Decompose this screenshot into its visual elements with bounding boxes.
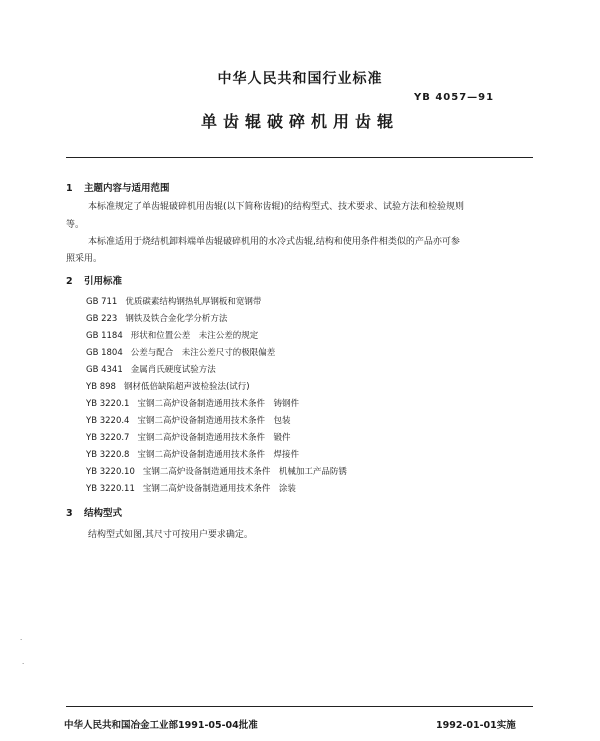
reference-title: 宝钢二高炉设备制造通用技术条件 机械加工产品防锈 xyxy=(142,467,347,477)
section-3-heading xyxy=(66,505,122,519)
section-3-number: 3 xyxy=(66,508,73,519)
scan-speck: · xyxy=(22,660,25,668)
section-1-number: 1 xyxy=(66,183,73,194)
reference-code: GB 1804 xyxy=(86,348,123,358)
section-3-title: 结构型式 xyxy=(84,508,123,519)
section-1-paragraph-2: 本标准适用于烧结机卸料端单齿辊破碎机用的水冷式齿辊,结构和使用条件相类似的产品亦可参 xyxy=(88,237,460,247)
reference-item xyxy=(86,482,296,494)
scan-speck: · xyxy=(20,636,23,644)
reference-code: YB 3220.8 xyxy=(86,450,130,460)
reference-item xyxy=(86,329,258,341)
section-1-title: 主题内容与适用范围 xyxy=(84,183,170,194)
section-2-number: 2 xyxy=(66,276,73,287)
section-1-heading xyxy=(66,180,170,194)
reference-item xyxy=(86,346,275,358)
section-1-paragraph-2-continued: 照采用。 xyxy=(66,254,103,264)
reference-title: 宝钢二高炉设备制造通用技术条件 铸钢件 xyxy=(137,399,299,409)
reference-title: 宝钢二高炉设备制造通用技术条件 涂装 xyxy=(142,484,296,494)
standard-category-title: 中华人民共和国行业标准 xyxy=(217,71,383,87)
reference-title: 宝钢二高炉设备制造通用技术条件 包装 xyxy=(137,416,291,426)
reference-item xyxy=(86,295,261,307)
reference-code: GB 711 xyxy=(86,297,118,307)
document-title: 单齿辊破碎机用齿辊 xyxy=(200,112,399,131)
section-1-paragraph-1: 本标准规定了单齿辊破碎机用齿辊(以下简称齿辊)的结构型式、技术要求、试验方法和检验规则 xyxy=(88,202,465,212)
section-2-heading xyxy=(66,273,122,287)
reference-code: YB 3220.10 xyxy=(86,467,135,477)
reference-item xyxy=(86,312,227,324)
section-3-paragraph-1: 结构型式如图,其尺寸可按用户要求确定。 xyxy=(88,530,253,540)
reference-title: 金属肖氏硬度试验方法 xyxy=(130,365,216,375)
reference-title: 公差与配合 未注公差尺寸的极限偏差 xyxy=(130,348,276,358)
standard-code: YB 4057—91 xyxy=(414,92,495,103)
reference-title: 宝钢二高炉设备制造通用技术条件 焊接件 xyxy=(137,450,299,460)
reference-code: YB 3220.1 xyxy=(86,399,130,409)
footer-divider xyxy=(66,706,533,707)
reference-code: YB 3220.11 xyxy=(86,484,135,494)
reference-code: GB 223 xyxy=(86,314,118,324)
reference-item xyxy=(86,380,250,392)
reference-code: GB 1184 xyxy=(86,331,123,341)
reference-title: 宝钢二高炉设备制造通用技术条件 锻件 xyxy=(137,433,291,443)
reference-code: YB 3220.4 xyxy=(86,416,130,426)
reference-title: 钢铁及铁合金化学分析方法 xyxy=(125,314,228,324)
reference-item xyxy=(86,363,216,375)
reference-item xyxy=(86,448,299,460)
implementation-date: 1992-01-01实施 xyxy=(436,720,516,731)
reference-title: 形状和位置公差 未注公差的规定 xyxy=(130,331,259,341)
section-1-paragraph-1-continued: 等。 xyxy=(66,220,85,230)
reference-item xyxy=(86,431,290,443)
reference-code: YB 3220.7 xyxy=(86,433,130,443)
reference-item xyxy=(86,414,290,426)
reference-title: 钢材低倍缺陷超声波检验法(试行) xyxy=(123,382,250,392)
reference-code: GB 4341 xyxy=(86,365,123,375)
reference-item xyxy=(86,397,299,409)
section-2-title: 引用标准 xyxy=(84,276,123,287)
reference-code: YB 898 xyxy=(86,382,116,392)
header-divider xyxy=(66,157,533,158)
reference-title: 优质碳素结构钢热轧厚钢板和宽钢带 xyxy=(125,297,262,307)
reference-item xyxy=(86,465,347,477)
approval-line: 中华人民共和国冶金工业部1991-05-04批准 xyxy=(64,720,258,731)
